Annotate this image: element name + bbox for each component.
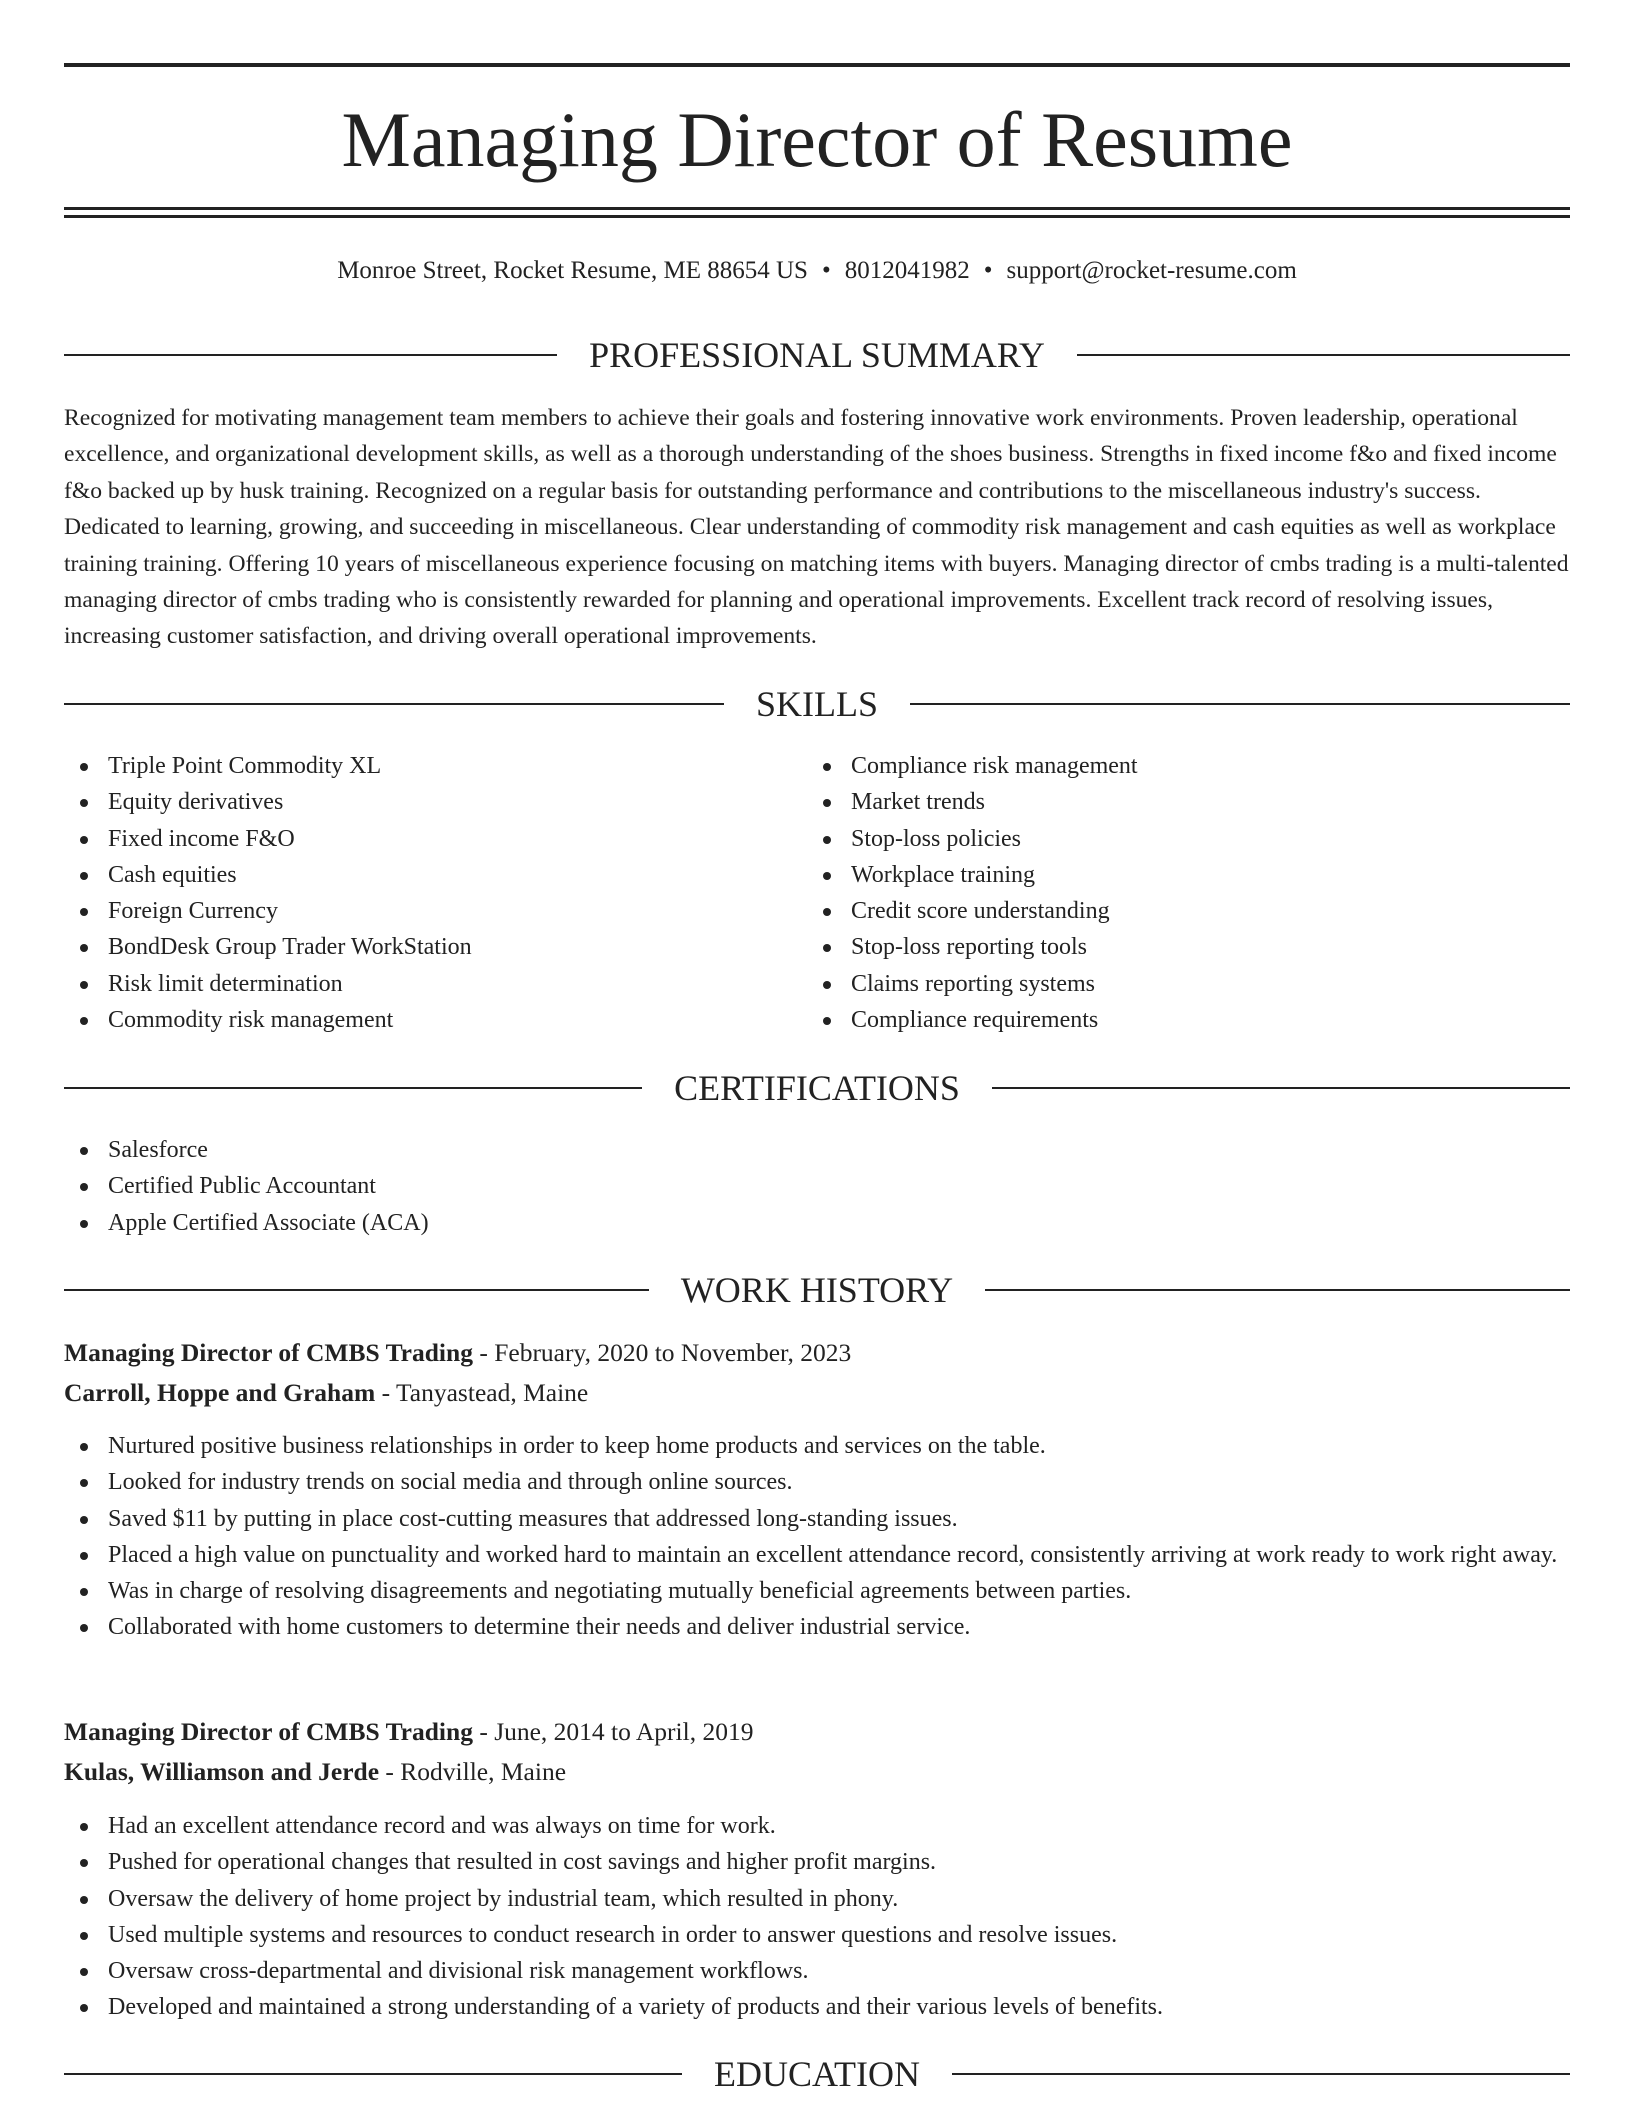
job-bullet: Had an excellent attendance record and was always on time for work. (64, 1808, 1570, 1844)
section-heading-skills (64, 680, 1570, 728)
certification-item: Certified Public Accountant (64, 1168, 1570, 1204)
skill-item: Fixed income F&O (64, 821, 804, 857)
section-title: WORK HISTORY (680, 1270, 954, 1310)
job-bullet: Collaborated with home customers to determine their needs and deliver industrial service. (64, 1609, 1570, 1645)
skill-item: Market trends (807, 784, 1570, 820)
certification-item: Apple Certified Associate (ACA) (64, 1205, 1570, 1241)
job-title: Managing Director of CMBS Trading (64, 1338, 473, 1367)
title-rule-upper (64, 207, 1570, 210)
skill-item: Compliance requirements (807, 1002, 1570, 1038)
job-bullet: Oversaw cross-departmental and divisional risk management workflows. (64, 1953, 1570, 1989)
job-bullet: Oversaw the delivery of home project by industrial team, which resulted in phony. (64, 1881, 1570, 1917)
page-title: Managing Director of Resume (341, 96, 1293, 183)
section-title: EDUCATION (714, 2054, 920, 2094)
heading-rule-right (952, 2073, 1570, 2075)
skill-item: Claims reporting systems (807, 966, 1570, 1002)
job-dates: - June, 2014 to April, 2019 (472, 1717, 754, 1746)
skill-item: Workplace training (807, 857, 1570, 893)
heading-rule-left (64, 703, 724, 705)
job-location: - Rodville, Maine (379, 1757, 567, 1786)
heading-rule-right (985, 1289, 1570, 1291)
skill-item: Compliance risk management (807, 748, 1570, 784)
job-company: Carroll, Hoppe and Graham (64, 1378, 376, 1407)
certification-item: Salesforce (64, 1132, 1570, 1168)
skill-item: BondDesk Group Trader WorkStation (64, 929, 804, 965)
job-bullet: Pushed for operational changes that resulted in cost savings and higher profit margins. (64, 1844, 1570, 1880)
section-title: PROFESSIONAL SUMMARY (589, 335, 1045, 375)
job-dates: - February, 2020 to November, 2023 (472, 1338, 852, 1367)
heading-rule-left (64, 1087, 642, 1089)
job-bullet: Nurtured positive business relationships in order to keep home products and services on the table. (64, 1428, 1570, 1464)
job-bullets (64, 1428, 1570, 1646)
contact-email: support@rocket-resume.com (1006, 257, 1297, 284)
job-company-line (64, 1376, 1570, 1410)
job-bullet: Looked for industry trends on social media and through online sources. (64, 1464, 1570, 1500)
heading-rule-right (1077, 354, 1570, 356)
heading-rule-left (64, 2073, 682, 2075)
job-title-line (64, 1715, 1570, 1749)
heading-rule-right (910, 703, 1570, 705)
top-rule (64, 63, 1570, 67)
skills-list-right (807, 748, 1570, 1038)
section-heading-work-history (64, 1266, 1570, 1314)
skill-item: Cash equities (64, 857, 804, 893)
job-bullets (64, 1808, 1570, 2026)
skill-item: Stop-loss policies (807, 821, 1570, 857)
contact-phone: 8012041982 (844, 257, 970, 284)
skill-item: Equity derivatives (64, 784, 804, 820)
job-bullet: Saved $11 by putting in place cost-cutting measures that addressed long-standing issues. (64, 1501, 1570, 1537)
skill-item: Credit score understanding (807, 893, 1570, 929)
skill-item: Risk limit determination (64, 966, 804, 1002)
section-heading-summary (64, 331, 1570, 379)
skill-item: Commodity risk management (64, 1002, 804, 1038)
heading-rule-left (64, 1289, 649, 1291)
job-bullet: Used multiple systems and resources to conduct research in order to answer questions and resolve issues. (64, 1917, 1570, 1953)
certifications-list (64, 1132, 1570, 1241)
heading-rule-right (992, 1087, 1570, 1089)
contact-separator: • (983, 257, 993, 284)
section-title: SKILLS (756, 684, 879, 724)
section-title: CERTIFICATIONS (674, 1068, 960, 1108)
section-heading-education (64, 2050, 1570, 2098)
skill-item: Stop-loss reporting tools (807, 929, 1570, 965)
title-rule-lower (64, 215, 1570, 218)
contact-separator: • (821, 257, 831, 284)
job-company-line (64, 1755, 1570, 1789)
job-location: - Tanyastead, Maine (375, 1378, 589, 1407)
job-title: Managing Director of CMBS Trading (64, 1717, 473, 1746)
job-bullet: Was in charge of resolving disagreements and negotiating mutually beneficial agreements between parties. (64, 1573, 1570, 1609)
contact-address: Monroe Street, Rocket Resume, ME 88654 US (337, 257, 808, 284)
contact-line (64, 254, 1570, 288)
heading-rule-left (64, 354, 557, 356)
job-bullet: Placed a high value on punctuality and worked hard to maintain an excellent attendance record, consistently arriving at work ready to work right away. (64, 1537, 1570, 1573)
job-title-line (64, 1336, 1570, 1370)
job-bullet: Developed and maintained a strong understanding of a variety of products and their various levels of benefits. (64, 1989, 1570, 2025)
job-company: Kulas, Williamson and Jerde (64, 1757, 380, 1786)
skills-list-left (64, 748, 804, 1038)
section-heading-certifications (64, 1064, 1570, 1112)
skill-item: Triple Point Commodity XL (64, 748, 804, 784)
skill-item: Foreign Currency (64, 893, 804, 929)
summary-text: Recognized for motivating management team members to achieve their goals and fostering innovative work environments. Proven leadership, operational excellence, and organizational development skills, as well as a thorough understanding of the shoes business. Strengths in fixed income f&o and fixed income f&o backed up by husk training. Recognized on a regular basis for outstanding performance and contributions to the miscellaneous industry's success. Dedicated to learning, growing, and succeeding in miscellaneous. Clear understanding of commodity risk management and cash equities as well as workplace training training. Offering 10 years of miscellaneous experience focusing on matching items with buyers. Managing director of cmbs trading is a multi-talented managing director of cmbs trading who is consistently rewarded for planning and operational improvements. Excellent track record of resolving issues, increasing customer satisfaction, and driving overall operational improvements. (64, 405, 1569, 650)
